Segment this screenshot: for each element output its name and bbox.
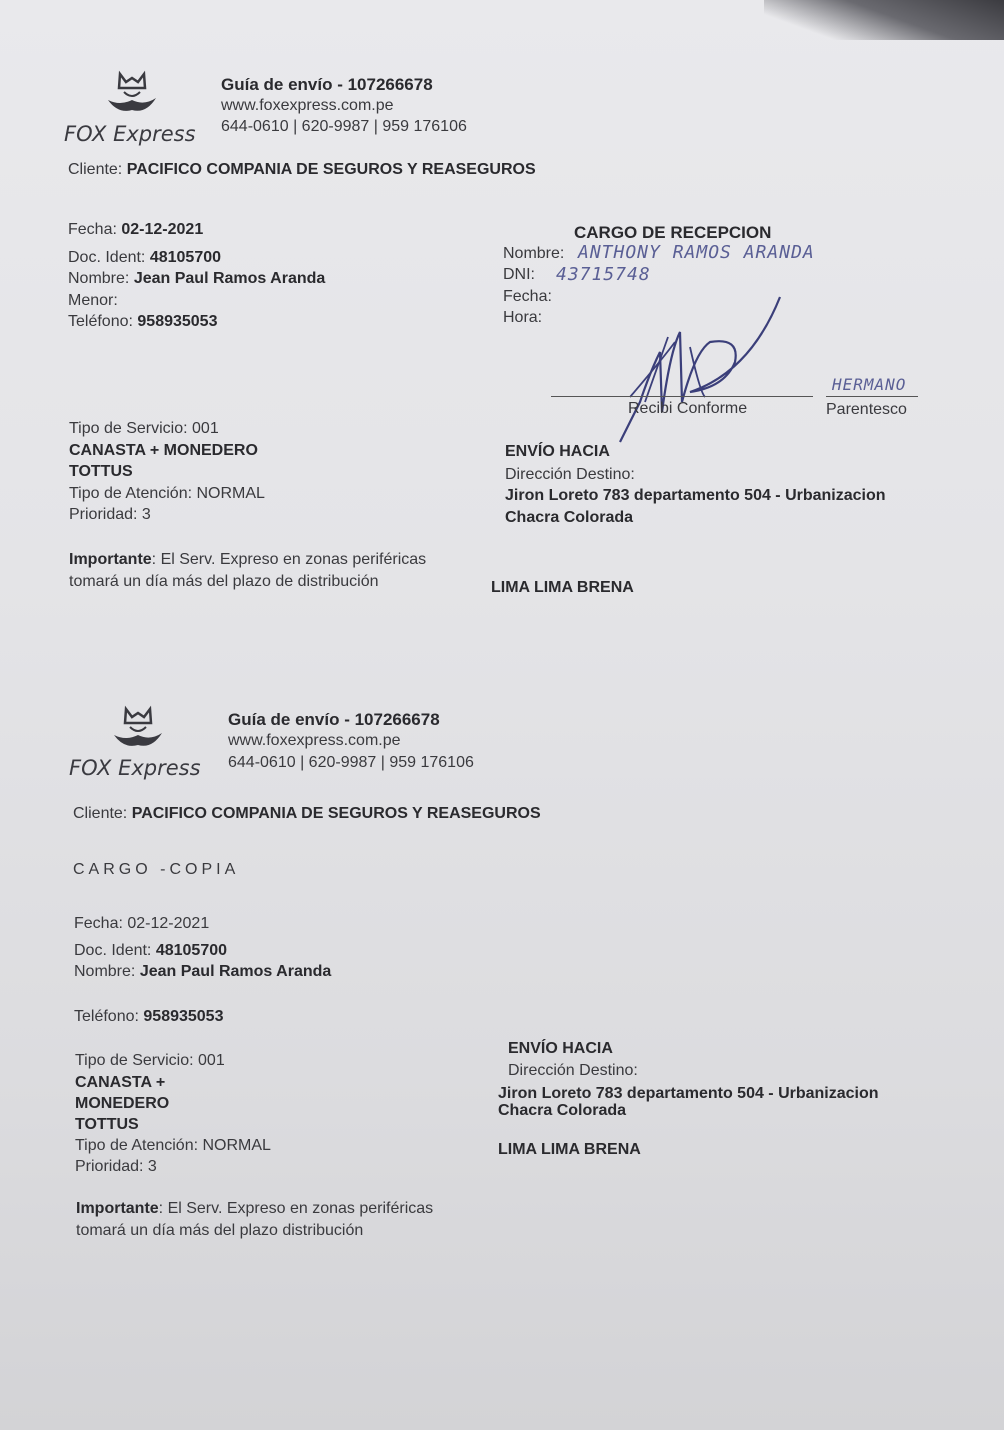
guide-number: Guía de envío - 107266678 bbox=[228, 710, 440, 729]
reception-name-handwritten: ANTHONY RAMOS ARANDA bbox=[578, 242, 815, 263]
phones: 644-0610 | 620-9987 | 959 176106 bbox=[228, 754, 474, 771]
service-store: TOTTUS bbox=[75, 1116, 139, 1133]
sender-phone: Teléfono: 958935053 bbox=[68, 313, 218, 330]
destination-city: LIMA LIMA BRENA bbox=[498, 1141, 641, 1158]
guide-number: Guía de envío - 107266678 bbox=[221, 75, 433, 94]
sender-doc: Doc. Ident: 48105700 bbox=[74, 942, 228, 959]
service-type: Tipo de Servicio: 001 bbox=[75, 1052, 225, 1069]
service-type: Tipo de Servicio: 001 bbox=[69, 420, 219, 437]
service-store: TOTTUS bbox=[69, 463, 133, 480]
attention-type: Tipo de Atención: NORMAL bbox=[75, 1137, 271, 1154]
priority: Prioridad: 3 bbox=[75, 1158, 157, 1175]
website: www.foxexpress.com.pe bbox=[228, 732, 401, 749]
service-item-1: CANASTA + bbox=[75, 1074, 166, 1091]
destination-line2: Chacra Colorada bbox=[505, 509, 634, 526]
reception-dni-label: DNI: bbox=[503, 266, 535, 283]
service-item-2: MONEDERO bbox=[75, 1095, 170, 1112]
sender-name: Nombre: Jean Paul Ramos Aranda bbox=[68, 270, 326, 287]
received-label: Recibi Conforme bbox=[628, 400, 748, 417]
fox-logo-icon bbox=[104, 70, 160, 120]
relationship-handwritten: HERMANO bbox=[832, 375, 907, 394]
sender-doc: Doc. Ident: 48105700 bbox=[68, 249, 222, 266]
reception-title: CARGO DE RECEPCION bbox=[574, 223, 772, 242]
destination-city: LIMA LIMA BRENA bbox=[491, 579, 634, 596]
brand-name: FOX Express bbox=[64, 122, 196, 146]
important-note-2: tomará un día más del plazo de distribución bbox=[69, 573, 379, 590]
reception-dni-handwritten: 43715748 bbox=[556, 264, 651, 285]
brand-name: FOX Express bbox=[69, 756, 201, 780]
phones: 644-0610 | 620-9987 | 959 176106 bbox=[221, 118, 467, 135]
attention-type: Tipo de Atención: NORMAL bbox=[69, 485, 265, 502]
signature-line bbox=[551, 396, 813, 397]
fox-logo-icon bbox=[110, 705, 166, 755]
destination-title: ENVÍO HACIA bbox=[508, 1040, 613, 1057]
reception-time-label: Hora: bbox=[503, 309, 543, 326]
reception-name-label: Nombre: bbox=[503, 245, 565, 262]
copy-label: CARGO -COPIA bbox=[73, 861, 240, 878]
page-corner-shadow bbox=[764, 0, 1004, 40]
reception-date-label: Fecha: bbox=[503, 288, 552, 305]
destination-title: ENVÍO HACIA bbox=[505, 443, 610, 460]
sender-date: Fecha: 02-12-2021 bbox=[68, 221, 204, 238]
client-line: Cliente: PACIFICO COMPANIA DE SEGUROS Y REASEGUROS bbox=[68, 161, 536, 178]
destination-label: Dirección Destino: bbox=[505, 466, 635, 483]
relationship-line bbox=[826, 396, 918, 397]
priority: Prioridad: 3 bbox=[69, 506, 151, 523]
destination-label: Dirección Destino: bbox=[508, 1062, 638, 1079]
sender-date: Fecha: 02-12-2021 bbox=[74, 915, 210, 932]
sender-phone: Teléfono: 958935053 bbox=[74, 1008, 224, 1025]
important-note-2: tomará un día más del plazo distribución bbox=[76, 1222, 364, 1239]
sender-name: Nombre: Jean Paul Ramos Aranda bbox=[74, 963, 332, 980]
destination-line1: Jiron Loreto 783 departamento 504 - Urbanizacion bbox=[505, 487, 886, 504]
website: www.foxexpress.com.pe bbox=[221, 97, 394, 114]
important-note-1: Importante: El Serv. Expreso en zonas periféricas bbox=[76, 1200, 434, 1217]
relationship-label: Parentesco bbox=[826, 401, 907, 418]
client-line: Cliente: PACIFICO COMPANIA DE SEGUROS Y REASEGUROS bbox=[73, 805, 541, 822]
service-item: CANASTA + MONEDERO bbox=[69, 442, 258, 459]
destination-line2: Chacra Colorada bbox=[498, 1102, 627, 1119]
sender-minor: Menor: bbox=[68, 292, 118, 309]
important-note-1: Importante: El Serv. Expreso en zonas periféricas bbox=[69, 551, 427, 568]
signature-icon bbox=[600, 292, 800, 452]
destination-line1: Jiron Loreto 783 departamento 504 - Urbanizacion bbox=[498, 1085, 879, 1102]
